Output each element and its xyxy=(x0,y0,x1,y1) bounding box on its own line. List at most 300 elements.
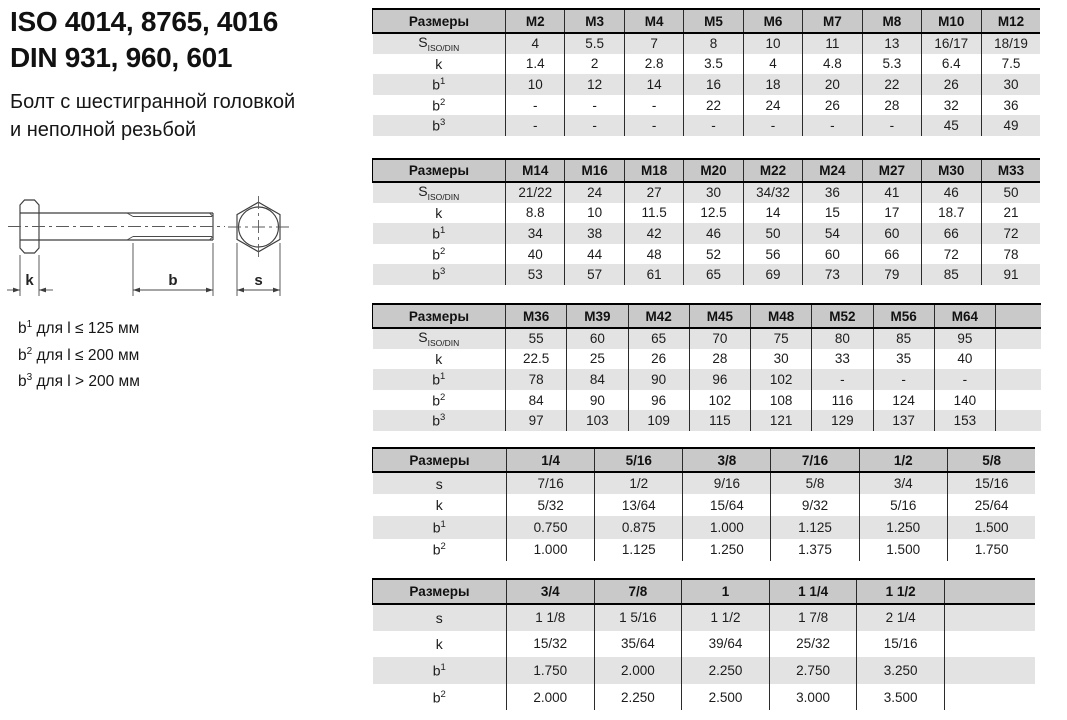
value-cell: 40 xyxy=(934,349,995,370)
dimension-b-label: b xyxy=(168,272,178,289)
value-cell: 30 xyxy=(684,182,743,203)
value-cell: - xyxy=(862,115,921,136)
value-cell: 3.5 xyxy=(684,54,743,75)
column-header: 1/4 xyxy=(507,448,595,472)
value-cell: 5.5 xyxy=(565,33,624,54)
value-cell: 26 xyxy=(922,74,981,95)
value-cell: 20 xyxy=(803,74,862,95)
column-header: M33 xyxy=(981,159,1040,182)
row-label: $S_{ISO/DIN}$ xyxy=(373,328,506,349)
row-label: $b^3$ xyxy=(373,115,506,136)
value-cell: 4 xyxy=(743,54,802,75)
value-cell: 129 xyxy=(812,410,873,431)
value-cell: 65 xyxy=(628,328,689,349)
column-header: M2 xyxy=(506,9,565,33)
value-cell: 35/64 xyxy=(594,631,682,658)
value-cell: 16/17 xyxy=(922,33,981,54)
column-header: M45 xyxy=(689,304,750,328)
value-cell: 54 xyxy=(803,223,862,244)
value-cell: - xyxy=(684,115,743,136)
value-cell: 84 xyxy=(506,390,567,411)
column-header: 7/16 xyxy=(771,448,859,472)
thread-length-notes xyxy=(18,314,140,394)
value-cell: - xyxy=(803,115,862,136)
value-cell: 5/32 xyxy=(507,494,595,516)
value-cell: 85 xyxy=(922,264,981,285)
value-cell: 84 xyxy=(567,369,628,390)
note-line: $b^3$ для l > 200 мм xyxy=(18,372,140,391)
value-cell: 2.500 xyxy=(682,684,770,711)
value-cell: 9/16 xyxy=(683,472,771,494)
value-cell: 21/22 xyxy=(506,182,565,203)
value-cell: 2.250 xyxy=(682,657,770,684)
column-header: M18 xyxy=(624,159,683,182)
value-cell: 3/4 xyxy=(859,472,947,494)
table-row xyxy=(373,684,1036,711)
value-cell: 1.125 xyxy=(595,539,683,561)
empty-cell xyxy=(944,631,1035,658)
value-cell: - xyxy=(506,95,565,116)
row-label: k xyxy=(373,349,506,370)
row-label: $b^1$ xyxy=(373,223,506,244)
column-header: M39 xyxy=(567,304,628,328)
title-iso: ISO 4014, 8765, 4016 xyxy=(10,6,278,37)
value-cell: 72 xyxy=(922,244,981,265)
column-header: M24 xyxy=(803,159,862,182)
value-cell: 1.500 xyxy=(859,539,947,561)
value-cell: 102 xyxy=(751,369,812,390)
dimension-k xyxy=(7,255,53,296)
value-cell: 2 1/4 xyxy=(857,604,945,631)
value-cell: 0.750 xyxy=(507,516,595,538)
value-cell: 32 xyxy=(922,95,981,116)
value-cell: 115 xyxy=(689,410,750,431)
table-row xyxy=(373,472,1036,494)
row-label: k xyxy=(373,494,507,516)
row-label: s xyxy=(373,472,507,494)
value-cell: 121 xyxy=(751,410,812,431)
dimension-table xyxy=(372,447,1035,561)
row-label: $S_{ISO/DIN}$ xyxy=(373,182,506,203)
empty-cell xyxy=(996,410,1041,431)
dimension-b xyxy=(133,243,213,296)
value-cell: 22 xyxy=(862,74,921,95)
value-cell: 49 xyxy=(981,115,1040,136)
value-cell: 2.000 xyxy=(594,657,682,684)
value-cell: 18.7 xyxy=(922,203,981,224)
column-header: 3/8 xyxy=(683,448,771,472)
column-header: M7 xyxy=(803,9,862,33)
value-cell: 56 xyxy=(743,244,802,265)
value-cell: 65 xyxy=(684,264,743,285)
value-cell: 7 xyxy=(624,33,683,54)
value-cell: 5.3 xyxy=(862,54,921,75)
dimension-table xyxy=(372,578,1035,710)
value-cell: 6.4 xyxy=(922,54,981,75)
value-cell: 5/16 xyxy=(859,494,947,516)
column-header: 5/8 xyxy=(947,448,1035,472)
value-cell: 18/19 xyxy=(981,33,1040,54)
value-cell: 78 xyxy=(506,369,567,390)
value-cell: 140 xyxy=(934,390,995,411)
column-header: M42 xyxy=(628,304,689,328)
bolt-drawing-svg xyxy=(6,183,336,315)
table-corner-header: Размеры xyxy=(373,448,507,472)
value-cell: 41 xyxy=(862,182,921,203)
table-row xyxy=(373,631,1036,658)
value-cell: 30 xyxy=(751,349,812,370)
row-label: k xyxy=(373,631,507,658)
table-row xyxy=(373,539,1036,561)
table-row xyxy=(373,115,1041,136)
value-cell: 1.000 xyxy=(507,539,595,561)
column-header: M20 xyxy=(684,159,743,182)
value-cell: 102 xyxy=(689,390,750,411)
value-cell: 66 xyxy=(922,223,981,244)
value-cell: 1.000 xyxy=(683,516,771,538)
value-cell: 8.8 xyxy=(506,203,565,224)
column-header: M64 xyxy=(934,304,995,328)
value-cell: 50 xyxy=(981,182,1040,203)
value-cell: 25 xyxy=(567,349,628,370)
value-cell: 18 xyxy=(743,74,802,95)
note-line: $b^2$ для l ≤ 200 мм xyxy=(18,345,140,364)
value-cell: 2.750 xyxy=(769,657,857,684)
column-header: M48 xyxy=(751,304,812,328)
table-row xyxy=(373,264,1041,285)
value-cell: 8 xyxy=(684,33,743,54)
column-header: M6 xyxy=(743,9,802,33)
row-label: k xyxy=(373,54,506,75)
table-row xyxy=(373,516,1036,538)
column-header: M14 xyxy=(506,159,565,182)
value-cell: 103 xyxy=(567,410,628,431)
value-cell: 50 xyxy=(743,223,802,244)
value-cell: 116 xyxy=(812,390,873,411)
column-header: M5 xyxy=(684,9,743,33)
value-cell: 45 xyxy=(922,115,981,136)
value-cell: - xyxy=(873,369,934,390)
value-cell: 97 xyxy=(506,410,567,431)
value-cell: 109 xyxy=(628,410,689,431)
value-cell: 22.5 xyxy=(506,349,567,370)
table-row xyxy=(373,203,1041,224)
subtitle-line1: Болт с шестигранной головкой xyxy=(10,91,296,113)
value-cell: 61 xyxy=(624,264,683,285)
value-cell: 34 xyxy=(506,223,565,244)
value-cell: 69 xyxy=(743,264,802,285)
value-cell: 22 xyxy=(684,95,743,116)
title-din: DIN 931, 960, 601 xyxy=(10,42,233,73)
value-cell: 13 xyxy=(862,33,921,54)
column-header: M10 xyxy=(922,9,981,33)
value-cell: 124 xyxy=(873,390,934,411)
table-row xyxy=(373,390,1041,411)
value-cell: 85 xyxy=(873,328,934,349)
value-cell: 10 xyxy=(506,74,565,95)
column-header: M36 xyxy=(506,304,567,328)
value-cell: 70 xyxy=(689,328,750,349)
column-header: 1 xyxy=(682,579,770,604)
value-cell: 1.375 xyxy=(771,539,859,561)
value-cell: 44 xyxy=(565,244,624,265)
empty-header-cell xyxy=(944,579,1035,604)
column-header: 1 1/4 xyxy=(769,579,857,604)
bolt-technical-drawing xyxy=(6,183,336,320)
column-header: M30 xyxy=(922,159,981,182)
inch-table-3-4-to-1-1-2 xyxy=(372,578,1035,710)
row-label: $S_{ISO/DIN}$ xyxy=(373,33,506,54)
value-cell: 10 xyxy=(743,33,802,54)
value-cell: 96 xyxy=(628,390,689,411)
row-label: $b^1$ xyxy=(373,74,506,95)
value-cell: 28 xyxy=(862,95,921,116)
value-cell: - xyxy=(934,369,995,390)
value-cell: 1.4 xyxy=(506,54,565,75)
value-cell: 3.000 xyxy=(769,684,857,711)
inch-table-quarter-to-5-8 xyxy=(372,447,1035,561)
column-header: M56 xyxy=(873,304,934,328)
value-cell: 91 xyxy=(981,264,1040,285)
table-row xyxy=(373,95,1041,116)
value-cell: - xyxy=(624,95,683,116)
table-row xyxy=(373,369,1041,390)
column-header: 7/8 xyxy=(594,579,682,604)
column-header: 3/4 xyxy=(507,579,595,604)
column-header: M8 xyxy=(862,9,921,33)
value-cell: 21 xyxy=(1003,205,1019,221)
value-cell: 46 xyxy=(922,182,981,203)
value-cell: 2 xyxy=(565,54,624,75)
row-label: $b^1$ xyxy=(373,657,507,684)
row-label: $b^3$ xyxy=(373,410,506,431)
value-cell: 0.875 xyxy=(595,516,683,538)
value-cell: 13/64 xyxy=(595,494,683,516)
row-label: k xyxy=(373,203,506,224)
value-cell: 28 xyxy=(689,349,750,370)
value-cell: 15/16 xyxy=(857,631,945,658)
metric-table-m14-m33 xyxy=(372,158,1040,285)
value-cell: 24 xyxy=(565,182,624,203)
value-cell: 53 xyxy=(506,264,565,285)
dimension-s-label: s xyxy=(254,272,263,289)
bolt-side-view xyxy=(8,200,225,253)
value-cell: 36 xyxy=(1003,97,1019,113)
value-cell: 137 xyxy=(873,410,934,431)
value-cell: 36 xyxy=(803,182,862,203)
column-header: M27 xyxy=(862,159,921,182)
value-cell: 11.5 xyxy=(624,203,683,224)
value-cell: 1 7/8 xyxy=(769,604,857,631)
value-cell: 1 1/8 xyxy=(507,604,595,631)
table-row xyxy=(373,74,1041,95)
table-row xyxy=(373,33,1041,54)
value-cell: 57 xyxy=(565,264,624,285)
table-row xyxy=(373,657,1036,684)
value-cell: 30 xyxy=(981,74,1040,95)
value-cell: - xyxy=(812,369,873,390)
value-cell: 35 xyxy=(873,349,934,370)
value-cell: 34/32 xyxy=(743,182,802,203)
value-cell: 46 xyxy=(684,223,743,244)
value-cell: 1.750 xyxy=(974,542,1009,558)
value-cell: 40 xyxy=(506,244,565,265)
table-corner-header: Размеры xyxy=(373,579,507,604)
table-row xyxy=(373,410,1041,431)
value-cell: 55 xyxy=(506,328,567,349)
table-row xyxy=(373,244,1041,265)
value-cell: 26 xyxy=(803,95,862,116)
value-cell: 1.500 xyxy=(947,516,1035,538)
value-cell: 39/64 xyxy=(682,631,770,658)
value-cell: 2.000 xyxy=(507,684,595,711)
value-cell: 60 xyxy=(567,328,628,349)
value-cell: 15/32 xyxy=(507,631,595,658)
column-header: 5/16 xyxy=(595,448,683,472)
empty-cell xyxy=(944,657,1035,684)
value-cell: 16 xyxy=(684,74,743,95)
value-cell: 96 xyxy=(689,369,750,390)
table-row xyxy=(373,223,1041,244)
value-cell: 26 xyxy=(628,349,689,370)
value-cell: 78 xyxy=(1003,246,1019,262)
dimension-table xyxy=(372,158,1040,285)
value-cell: 2.250 xyxy=(594,684,682,711)
value-cell: 1.125 xyxy=(771,516,859,538)
subtitle-line2: и неполной резьбой xyxy=(10,119,197,141)
empty-cell xyxy=(944,684,1035,711)
value-cell: 80 xyxy=(812,328,873,349)
row-label: s xyxy=(373,604,507,631)
value-cell: 7.5 xyxy=(1001,56,1021,72)
table-row xyxy=(373,328,1041,349)
empty-cell xyxy=(996,328,1041,349)
row-label: $b^2$ xyxy=(373,95,506,116)
dimension-table xyxy=(372,303,1041,431)
value-cell: 1.250 xyxy=(859,516,947,538)
column-header: 1 1/2 xyxy=(857,579,945,604)
empty-cell xyxy=(996,390,1041,411)
value-cell: 5/8 xyxy=(771,472,859,494)
value-cell: 108 xyxy=(751,390,812,411)
value-cell: 1/2 xyxy=(595,472,683,494)
value-cell: 2.8 xyxy=(624,54,683,75)
value-cell: 1 1/2 xyxy=(682,604,770,631)
value-cell: 17 xyxy=(862,203,921,224)
column-header: M3 xyxy=(565,9,624,33)
value-cell: - xyxy=(624,115,683,136)
value-cell: 95 xyxy=(934,328,995,349)
table-row xyxy=(373,182,1041,203)
value-cell: 14 xyxy=(624,74,683,95)
value-cell: 12.5 xyxy=(684,203,743,224)
value-cell: 15/64 xyxy=(683,494,771,516)
value-cell: 3.500 xyxy=(857,684,945,711)
value-cell: 24 xyxy=(743,95,802,116)
value-cell: 25/64 xyxy=(974,497,1009,513)
metric-table-m36-m64 xyxy=(372,303,1040,431)
note-line: $b^1$ для l ≤ 125 мм xyxy=(18,319,140,338)
value-cell: 60 xyxy=(862,223,921,244)
value-cell: 15/16 xyxy=(947,472,1035,494)
metric-table-m2-m12 xyxy=(372,8,1040,136)
row-label: $b^1$ xyxy=(373,516,507,538)
table-corner-header: Размеры xyxy=(373,159,506,182)
dimension-k-label: k xyxy=(25,272,34,289)
value-cell: 4 xyxy=(506,33,565,54)
row-label: $b^2$ xyxy=(373,684,507,711)
value-cell: 52 xyxy=(684,244,743,265)
empty-cell xyxy=(944,604,1035,631)
value-cell: 90 xyxy=(628,369,689,390)
value-cell: 14 xyxy=(743,203,802,224)
row-label: $b^2$ xyxy=(373,390,506,411)
value-cell: 38 xyxy=(565,223,624,244)
value-cell: 7/16 xyxy=(507,472,595,494)
value-cell: 90 xyxy=(567,390,628,411)
column-header: M52 xyxy=(812,304,873,328)
value-cell: 66 xyxy=(862,244,921,265)
value-cell: 27 xyxy=(624,182,683,203)
column-header: M4 xyxy=(624,9,683,33)
table-row xyxy=(373,349,1041,370)
empty-cell xyxy=(996,369,1041,390)
page-subtitle xyxy=(10,88,295,144)
value-cell: 10 xyxy=(565,203,624,224)
value-cell: 25/32 xyxy=(769,631,857,658)
row-label: $b^2$ xyxy=(373,539,507,561)
table-row xyxy=(373,494,1036,516)
value-cell: 79 xyxy=(862,264,921,285)
column-header: M22 xyxy=(743,159,802,182)
value-cell: 4.8 xyxy=(803,54,862,75)
column-header: M16 xyxy=(565,159,624,182)
value-cell: 42 xyxy=(624,223,683,244)
empty-cell xyxy=(996,349,1041,370)
value-cell: 72 xyxy=(981,223,1040,244)
value-cell: 3.250 xyxy=(857,657,945,684)
value-cell: - xyxy=(565,115,624,136)
value-cell: 1 5/16 xyxy=(594,604,682,631)
value-cell: 9/32 xyxy=(771,494,859,516)
table-corner-header: Размеры xyxy=(373,304,506,328)
value-cell: 73 xyxy=(803,264,862,285)
table-corner-header: Размеры xyxy=(373,9,506,33)
empty-header-cell xyxy=(996,304,1041,328)
row-label: $b^1$ xyxy=(373,369,506,390)
value-cell: 153 xyxy=(934,410,995,431)
value-cell: 12 xyxy=(565,74,624,95)
column-header: M12 xyxy=(981,9,1040,33)
value-cell: - xyxy=(506,115,565,136)
value-cell: 1.250 xyxy=(683,539,771,561)
value-cell: 15 xyxy=(803,203,862,224)
value-cell: - xyxy=(743,115,802,136)
dimension-table xyxy=(372,8,1040,136)
table-row xyxy=(373,604,1036,631)
value-cell: 33 xyxy=(812,349,873,370)
table-row xyxy=(373,54,1041,75)
value-cell: - xyxy=(565,95,624,116)
page-title xyxy=(10,4,278,76)
value-cell: 1.750 xyxy=(507,657,595,684)
row-label: $b^3$ xyxy=(373,264,506,285)
value-cell: 75 xyxy=(751,328,812,349)
value-cell: 11 xyxy=(803,33,862,54)
row-label: $b^2$ xyxy=(373,244,506,265)
value-cell: 60 xyxy=(803,244,862,265)
column-header: 1/2 xyxy=(859,448,947,472)
